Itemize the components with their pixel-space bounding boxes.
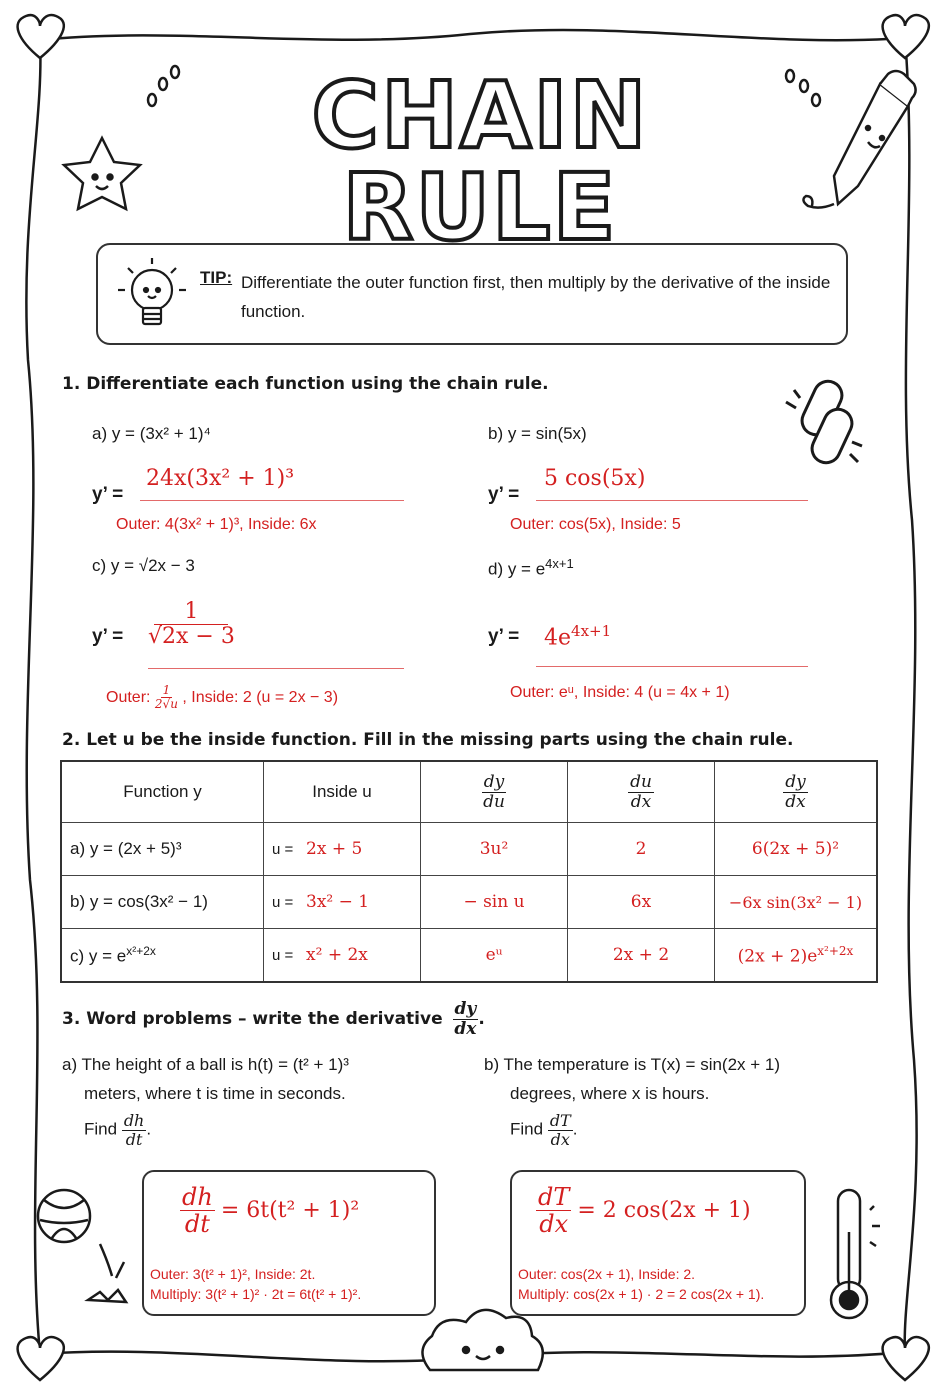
header-dudx-den: dx bbox=[630, 791, 652, 812]
row-a-u-label: u = bbox=[272, 841, 294, 858]
answer-3a-fraction bbox=[180, 1184, 215, 1238]
find-a-fraction bbox=[122, 1112, 147, 1148]
note-3a-line2: Multiply: 3(t² + 1)² · 2t = 6t(t² + 1)². bbox=[150, 1286, 362, 1302]
row-c-dydx bbox=[715, 929, 878, 983]
row-c-function bbox=[61, 929, 264, 983]
note-1c-rest: , Inside: 2 (u = 2x − 3) bbox=[182, 688, 339, 706]
find-b-label: Find bbox=[510, 1119, 544, 1139]
tip-label: TIP: bbox=[200, 268, 233, 287]
prime-label-1b: y’ = bbox=[488, 484, 520, 505]
note-1c-den: 2√u bbox=[154, 697, 178, 712]
answer-1a: 24x(3x² + 1)³ bbox=[146, 466, 295, 491]
problem-1d bbox=[488, 556, 574, 580]
tip-text: Differentiate the outer function first, then multiply by the derivative of the inside function. bbox=[241, 273, 831, 321]
word-problem-a-line1: a) The height of a ball is h(t) = (t² + 1)³ bbox=[62, 1055, 349, 1074]
answer-line-1c bbox=[148, 668, 404, 669]
find-a-label: Find bbox=[84, 1119, 118, 1139]
header-function: Function y bbox=[61, 761, 264, 823]
header-dudx-num: du bbox=[630, 771, 652, 792]
header-dydx-den: dx bbox=[785, 791, 806, 812]
row-a-dydx: 6(2x + 5)² bbox=[715, 823, 878, 876]
header-dudx bbox=[568, 761, 715, 823]
section3-heading-den: dx bbox=[454, 1018, 477, 1039]
answer-1d-exponent: 4x+1 bbox=[571, 622, 612, 640]
find-b-fraction bbox=[548, 1112, 573, 1148]
star-icon bbox=[64, 138, 140, 209]
row-a-dudx: 2 bbox=[568, 823, 715, 876]
row-c-u: x² + 2x bbox=[306, 945, 368, 965]
table-row bbox=[61, 876, 877, 929]
section3-heading-text: 3. Word problems – write the derivative bbox=[62, 1009, 443, 1030]
heart-icon bbox=[18, 1337, 64, 1380]
prime-label-1c: y’ = bbox=[92, 626, 124, 647]
word-problem-b-line2: degrees, where x is hours. bbox=[510, 1084, 710, 1103]
row-b-function: b) y = cos(3x² − 1) bbox=[61, 876, 264, 929]
table-header-row bbox=[61, 761, 877, 823]
thermometer-icon bbox=[831, 1190, 880, 1318]
section2-heading: 2. Let u be the inside function. Fill in the missing parts using the chain rule. bbox=[62, 730, 794, 750]
answer-3b-fraction bbox=[536, 1184, 571, 1238]
problem-1d-base: d) y = e bbox=[488, 559, 546, 579]
word-problem-b-line1: b) The temperature is T(x) = sin(2x + 1) bbox=[484, 1055, 781, 1074]
row-b-u-label: u = bbox=[272, 894, 294, 911]
row-c-dudx: 2x + 2 bbox=[568, 929, 715, 983]
header-dydu bbox=[421, 761, 568, 823]
heart-icon bbox=[18, 15, 64, 58]
note-1c-num: 1 bbox=[162, 683, 171, 697]
prime-label-1d: y’ = bbox=[488, 626, 520, 647]
answer-line-1a bbox=[140, 500, 404, 501]
row-c-function-exponent: x²+2x bbox=[126, 943, 156, 958]
table-row bbox=[61, 823, 877, 876]
pencil-icon bbox=[803, 71, 915, 208]
table-row bbox=[61, 929, 877, 983]
row-b-inside bbox=[264, 876, 421, 929]
answer-3a-num: dh bbox=[182, 1183, 213, 1211]
note-1c-prefix: Outer: bbox=[106, 688, 151, 706]
row-b-dydu: − sin u bbox=[421, 876, 568, 929]
problem-1d-exponent: 4x+1 bbox=[545, 556, 574, 571]
answer-1b: 5 cos(5x) bbox=[544, 466, 646, 491]
row-c-inside bbox=[264, 929, 421, 983]
word-problem-a-find: Find $\frac{dh}{dt}$ . bbox=[84, 1111, 152, 1149]
answer-line-1d bbox=[536, 666, 808, 667]
row-c-u-label: u = bbox=[272, 947, 294, 964]
answer-3b-den: dx bbox=[539, 1210, 569, 1239]
note-1c bbox=[106, 684, 338, 711]
header-dydu-num: dy bbox=[483, 771, 505, 792]
answer-3b bbox=[536, 1184, 751, 1238]
note-1d: Outer: eᵘ, Inside: 4 (u = 4x + 1) bbox=[510, 684, 730, 701]
row-a-dydu: 3u² bbox=[421, 823, 568, 876]
prime-label-1a: y’ = bbox=[92, 484, 124, 505]
header-inside: Inside u bbox=[264, 761, 421, 823]
find-b-num: dT bbox=[549, 1111, 571, 1130]
heart-icon bbox=[883, 1337, 929, 1380]
answer-line-1b bbox=[536, 500, 808, 501]
row-b-dudx: 6x bbox=[568, 876, 715, 929]
answer-3b-rest: = 2 cos(2x + 1) bbox=[577, 1198, 751, 1224]
answer-1c-denominator: √2x − 3 bbox=[148, 624, 235, 650]
answer-3b-num: dT bbox=[538, 1183, 570, 1211]
word-problem-a-line2: meters, where t is time in seconds. bbox=[84, 1084, 346, 1103]
note-3b-line2: Multiply: cos(2x + 1) · 2 = 2 cos(2x + 1). bbox=[518, 1286, 765, 1302]
answer-3a-rest: = 6t(t² + 1)² bbox=[220, 1198, 360, 1224]
answer-1d-base: 4e bbox=[544, 625, 572, 651]
find-a-num: dh bbox=[123, 1111, 145, 1130]
section1-heading: 1. Differentiate each function using the chain rule. bbox=[62, 374, 549, 394]
note-3b-line1: Outer: cos(2x + 1), Inside: 2. bbox=[518, 1266, 696, 1282]
problem-1b: b) y = sin(5x) bbox=[488, 424, 587, 443]
row-a-u: 2x + 5 bbox=[306, 839, 363, 859]
section3-heading-fraction bbox=[453, 1000, 479, 1038]
answer-1d bbox=[544, 622, 611, 650]
cloud-icon bbox=[422, 1310, 542, 1370]
row-c-dydu: eᵘ bbox=[421, 929, 568, 983]
problem-1a: a) y = (3x² + 1)⁴ bbox=[92, 424, 211, 443]
note-3a-line1: Outer: 3(t² + 1)², Inside: 2t. bbox=[150, 1266, 316, 1282]
answer-3a bbox=[180, 1184, 359, 1238]
answer-1c bbox=[148, 600, 235, 649]
note-1b: Outer: cos(5x), Inside: 5 bbox=[510, 516, 681, 533]
section3-heading-num: dy bbox=[454, 999, 477, 1019]
row-c-function-base: c) y = e bbox=[70, 946, 127, 966]
page-title: CHAIN RULE bbox=[311, 62, 649, 261]
section3-heading: 3. Word problems – write the derivative $\frac{dy}{dx}$ . bbox=[62, 999, 485, 1039]
header-dydx-num: dy bbox=[785, 771, 806, 792]
answer-1c-numerator: 1 bbox=[154, 600, 228, 625]
row-a-function: a) y = (2x + 5)³ bbox=[61, 823, 264, 876]
row-c-dydx-base: (2x + 2)e bbox=[737, 946, 818, 967]
word-problem-b-find: Find $\frac{dT}{dx}$ . bbox=[510, 1111, 578, 1149]
find-b-den: dx bbox=[550, 1129, 570, 1149]
row-c-dydx-exponent: x²+2x bbox=[817, 943, 854, 958]
row-b-u: 3x² − 1 bbox=[306, 892, 370, 912]
heart-icon bbox=[883, 15, 929, 58]
header-dydu-den: du bbox=[483, 791, 505, 812]
row-a-inside bbox=[264, 823, 421, 876]
find-a-den: dt bbox=[125, 1129, 143, 1149]
row-b-dydx: −6x sin(3x² − 1) bbox=[715, 876, 878, 929]
chain-rule-table bbox=[60, 760, 878, 983]
chain-link-icon bbox=[786, 377, 862, 468]
note-1c-fraction bbox=[155, 684, 178, 711]
header-dydx bbox=[715, 761, 878, 823]
note-1a: Outer: 4(3x² + 1)³, Inside: 6x bbox=[116, 516, 317, 533]
problem-1c: c) y = √2x − 3 bbox=[92, 556, 195, 575]
ball-icon bbox=[38, 1190, 126, 1302]
answer-3a-den: dt bbox=[184, 1210, 210, 1239]
